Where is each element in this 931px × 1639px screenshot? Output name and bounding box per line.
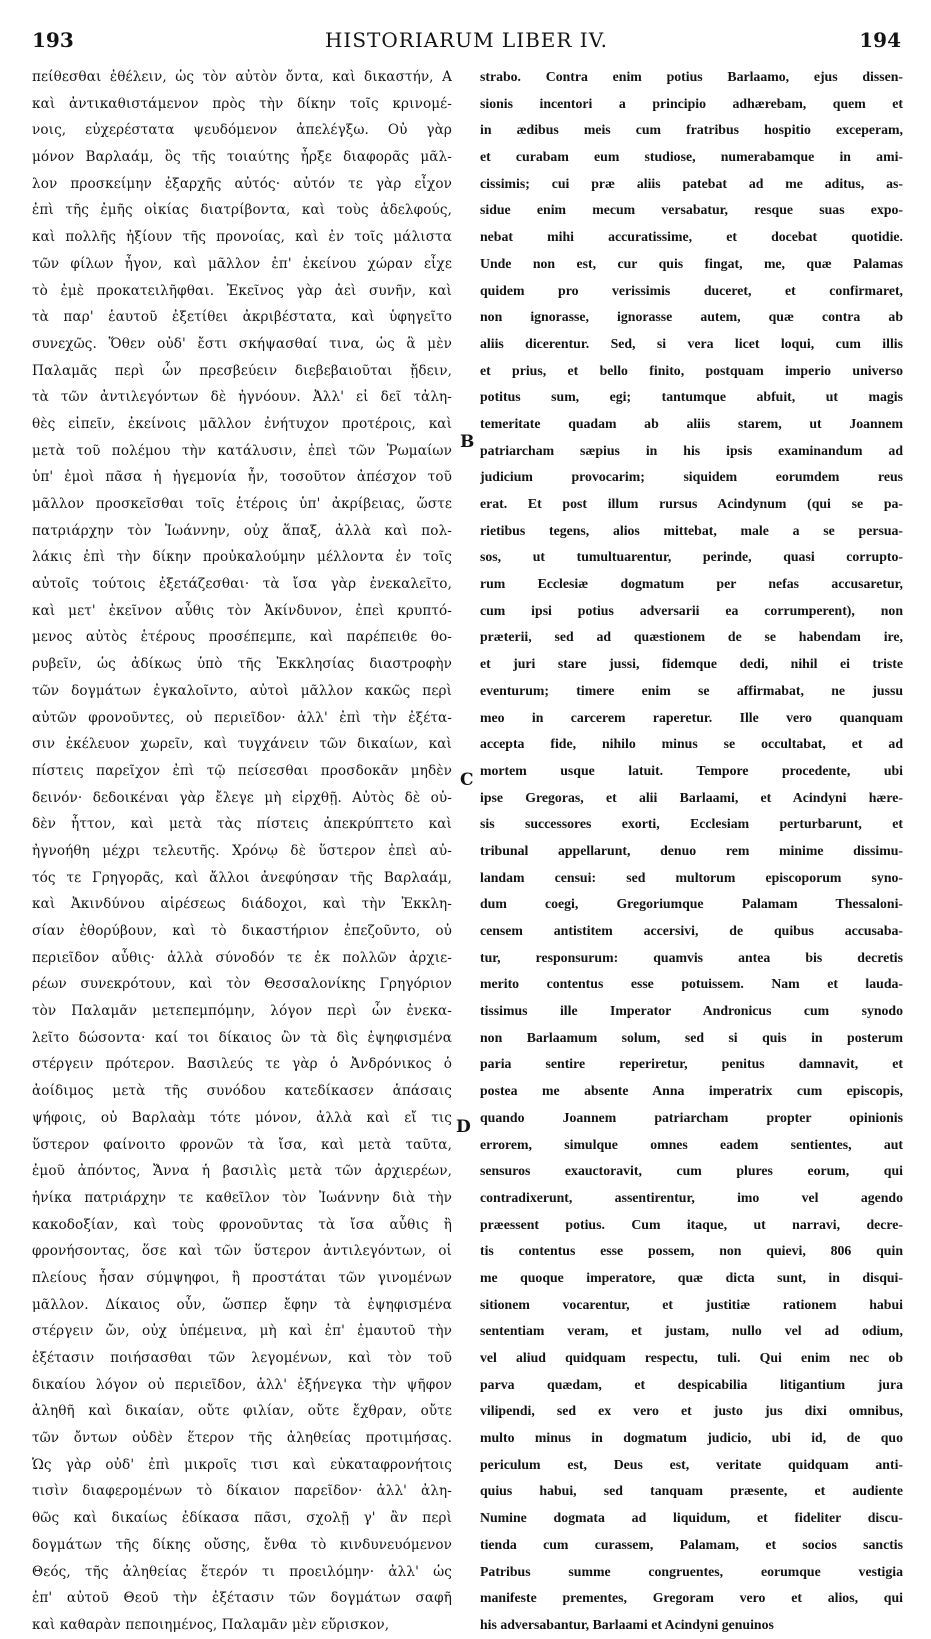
latin-text-line: landam censui: sed multorum episcoporum syno-: [480, 869, 903, 885]
greek-text-line: τισὶν διαφερομένων τὸ δίκαιον παρεῖδον· ἀλλ' ἀλη-: [32, 1483, 452, 1500]
greek-text-line: τῶν δογμάτων ἐγκαλοῖντο, αὐτοὶ μᾶλλον κακῶς περὶ: [32, 682, 452, 699]
greek-text-line: καὶ μετ' ἐκεῖνον αὖθις τὸν Ἀκίνδυνον, ἐπεὶ κρυπτό-: [32, 602, 452, 619]
greek-text-line: αὐτῶν φρονοῦντες, οὐ περιεῖδον· ἀλλ' ἐπὶ τὴν ἐξέτα-: [32, 709, 452, 726]
greek-text-line: καὶ πολλῆς ἠξίουν τῆς προνοίας, καὶ ἐν τοῖς μάλιστα: [32, 229, 452, 246]
greek-text-line: τῶν ὄντων οὐδὲν ἕτερον τῆς ἀληθείας προτιμήσας.: [32, 1430, 452, 1447]
greek-text-line: τῶν φίλων ἦγον, καὶ μᾶλλον ἐπ' ἐκείνου χώραν εἶχε: [32, 255, 452, 272]
greek-text-line: καὶ ἀντικαθιστάμενον πρὸς τὴν δίκην τοῖς κρινομέ-: [32, 95, 452, 112]
greek-text-line: στέργειν ὤν, οὐχ ὑπέμεινα, μὴ καὶ ἐπ' ἐμαυτοῦ τὴν: [32, 1323, 452, 1340]
latin-text-line: quando Joannem patriarcham propter opinionis: [480, 1109, 903, 1125]
latin-text-line: rietibus tegens, alios mittebat, male a se persua-: [480, 522, 903, 538]
latin-text-line: tissimus ille Imperator Andronicus cum synodo: [480, 1003, 903, 1019]
latin-text-line: cissimis; cui præ aliis patebat ad me aditus, as-: [480, 175, 903, 191]
latin-text-line: et curabam eum studiose, numerabamque in ami-: [480, 149, 903, 165]
greek-text-line: συνεχῶς. Ὅθεν οὐδ' ἔστι σκήψασθαί τινα, ὡς ἃ μὲν: [32, 335, 452, 352]
greek-text-line: νοις, εὐχερέστατα ψευδόμενον ἀπελέγξω. Οὐ γὰρ: [32, 122, 452, 139]
greek-text-line: σιν ἐκέλευον χωρεῖν, καὶ τυγχάνειν τῶν δικαίων, καὶ: [32, 736, 452, 753]
latin-text-line: multo minus in dogmatum judicio, ubi id, de quo: [480, 1430, 903, 1446]
greek-text-line: τός τε Γρηγορᾶς, καὶ ἄλλοι ἀνεφύησαν τῆς Βαρλαάμ,: [32, 869, 452, 886]
latin-text-line: sententiam veram, et justam, nullo vel ad odium,: [480, 1323, 903, 1339]
greek-text-line: ἐξέτασιν ποιήσασθαι τῶν λεγομένων, καὶ τὸν τοῦ: [32, 1350, 452, 1366]
latin-text-line: tis contentus esse possem, non quievi, 806 quin: [480, 1243, 903, 1259]
margin-marker-b: B: [460, 432, 475, 452]
latin-text-line: sos, ut tumultuarentur, perinde, quasi corrupto-: [480, 549, 903, 565]
greek-column: [32, 64, 452, 1639]
greek-text-line: τὰ τῶν ἀντιλεγόντων δὲ ἠγνόουν. Ἀλλ' εἰ δεῖ τἀλη-: [32, 389, 452, 406]
latin-text-line: et juri stare jussi, fidemque dedi, nihil ei triste: [480, 656, 903, 672]
latin-text-line: patriarcham sæpius in his ipsis examinandum ad: [480, 442, 903, 458]
latin-text-line: Unde non est, cur quis fingat, me, quæ Palamas: [480, 255, 903, 271]
latin-text-line: ipse Gregoras, et alii Barlaami, et Acindyni hære-: [480, 789, 903, 805]
greek-text-line: ὕστερον φαίνοιτο φρονῶν τὰ ἴσα, καὶ μετὰ ταῦτα,: [32, 1136, 452, 1153]
greek-text-line: φρονήσοντας, ὅσε καὶ τῶν ὕστερον ἀντιλεγόντων, οἱ: [32, 1243, 452, 1260]
latin-text-line: quidem pro verissimis duceret, et confirmaret,: [480, 282, 903, 298]
greek-text-line: τὸ ἐμὲ προκατειλῆφθαι. Ἐκεῖνος γὰρ ἀεὶ συνῆν, καὶ: [32, 282, 452, 299]
latin-text-line: et prius, et bello finito, postquam imperio universo: [480, 362, 903, 378]
latin-text-line: accepta fide, nihilo minus se occultabat, et ad: [480, 736, 903, 752]
latin-text-line: his adversabantur, Barlaami et Acindyni genuinos: [480, 1616, 774, 1632]
latin-text-line: præessent potius. Cum itaque, ut narravi, decre-: [480, 1216, 903, 1232]
latin-text-line: meo in carcerem raperetur. Ille vero quanquam: [480, 709, 903, 725]
latin-text-line: sensuros exauctoravit, cum plures eorum, qui: [480, 1163, 903, 1179]
greek-text-line: μᾶλλον. Δίκαιος οὖν, ὥσπερ ἔφην τὰ ἐψηφισμένα: [32, 1296, 452, 1313]
latin-text-line: tur, responsurum: quamvis antea bis decretis: [480, 949, 903, 965]
greek-text-line: ἐπ' αὐτοῦ Θεοῦ τὴν ἐξέτασιν τῶν δογμάτων σαφῆ: [32, 1590, 452, 1607]
latin-text-line: sis successores exorti, Ecclesiam perturbarunt, et: [480, 816, 903, 832]
latin-text-line: Patribus summe congruentes, eorumque vestigia: [480, 1563, 903, 1579]
greek-text-line: τὸν Παλαμᾶν μετεπεμπόμην, λόγον περὶ ὧν ἐνεκα-: [32, 1003, 452, 1020]
latin-text-line: sionis incentori a principio adhærebam, quem et: [480, 95, 903, 111]
greek-text-line: στέργειν πρότερον. Βασιλεύς τε γὰρ ὁ Ἀνδρόνικος ὁ: [32, 1056, 452, 1073]
greek-text-line: Θεός, τῆς ἀληθείας ἕτερόν τι προειλόμην· ἀλλ' ὡς: [32, 1563, 452, 1580]
latin-text-line: sidue enim mecum versabatur, resque suas expo-: [480, 202, 903, 218]
greek-text-line: καὶ Ἀκινδύνου αἱρέσεως διάδοχοι, καὶ τὴν Ἐκκλη-: [32, 896, 452, 913]
latin-text-line: temeritate quadam ab aliis starem, ut Joannem: [480, 415, 903, 431]
latin-text-line: præterii, sed ad quæstionem de se habendam ire,: [480, 629, 903, 645]
greek-text-line: θὲς εἰπεῖν, ἐκείνοις μᾶλλον ἐνήτυχον προτέροις, καὶ: [32, 415, 452, 432]
greek-text-line: πατριάρχην τὸν Ἰωάννην, οὐχ ἅπαξ, ἀλλὰ καὶ πολ-: [32, 522, 452, 539]
latin-text-line: strabo. Contra enim potius Barlaamo, ejus dissen-: [480, 69, 903, 84]
greek-text-line: δὲν ἧττον, καὶ μετὰ τὰς πίστεις ἀπεκρύπτετο καὶ: [32, 816, 452, 833]
greek-text-line: ὑπ' ἐμοὶ πᾶσα ἡ ἡγεμονία ἦν, τοσοῦτον ἀπέσχον τοῦ: [32, 469, 452, 486]
latin-text-line: aliis dicerentur. Sed, si vera licet loqui, cum illis: [480, 335, 903, 351]
latin-text-line: cum ipsi potius adversarii ea corrumperent), non: [480, 602, 903, 618]
greek-text-line: μετὰ τοῦ πολέμου τὴν κατάλυσιν, ἐπεὶ τῶν Ῥωμαίων: [32, 442, 452, 459]
latin-text-line: me quoque imperatore, quæ dicta sunt, in disqui-: [480, 1269, 903, 1285]
greek-text-line: ρυβεῖν, ὡς ἀδίκως ὑπὸ τῆς Ἐκκλησίας διαστροφὴν: [32, 656, 452, 673]
latin-text-line: periculum est, Deus est, veritate quidquam anti-: [480, 1456, 903, 1472]
latin-text-line: postea me absente Anna imperatrix cum episcopis,: [480, 1083, 903, 1099]
margin-marker-d: D: [456, 1117, 471, 1137]
greek-text-line: Ὡς γὰρ οὐδ' ἐπὶ μικροῖς τισι καὶ εὐκαταφρονήτοις: [32, 1456, 452, 1473]
latin-text-line: paria sentire reperiretur, penitus damnavit, et: [480, 1056, 903, 1072]
greek-text-line: δεινόν· δεδοικέναι γὰρ ἔλεγε μὴ εἱρχθῇ. Αὐτὸς δὲ οὐ-: [32, 789, 452, 806]
page-number-left: 193: [32, 28, 74, 52]
greek-text-line: ἠγνοήθη μέχρι τελευτῆς. Χρόνῳ δὲ ὕστερον ἐπεὶ αὐ-: [32, 842, 452, 859]
latin-text-line: non ignorasse, ignorasse autem, quæ contra ab: [480, 309, 903, 325]
latin-text-line: nebat mihi accuratissime, et docebat quotidie.: [480, 229, 903, 245]
greek-text-line: Παλαμᾶς περὶ ὧν πρεσβεύειν διεβεβαιοῦται ᾔδειν,: [32, 362, 452, 379]
greek-text-line: τὰ παρ' ἑαυτοῦ ἐξετίθει ἀκριβέστατα, καὶ ὑφηγεῖτο: [32, 309, 452, 326]
latin-text-line: rum Ecclesiæ dogmatum per nefas accusaretur,: [480, 576, 903, 592]
latin-text-line: merito contentus esse potuissem. Nam et lauda-: [480, 976, 903, 992]
greek-text-line: κακοδοξίαν, καὶ τοὺς φρονοῦντας τὰ ἴσα αὖθις ἢ: [32, 1216, 452, 1233]
greek-text-line: ἐμοῦ ἀπόντος, Ἄννα ἡ βασιλὶς μετὰ τῶν ἀρχιερέων,: [32, 1163, 452, 1180]
greek-text-line: ρέων συνεκρότουν, καὶ τὸν Θεσσαλονίκης Γρηγόριον: [32, 976, 452, 993]
greek-text-line: δικαίου λόγον οὐ περιεῖδον, ἀλλ' ἐξήνεγκα τὴν ψῆφον: [32, 1376, 452, 1393]
latin-text-line: potitus sum, egi; tantumque abfuit, ut magis: [480, 389, 903, 405]
greek-text-line: μόνον Βαρλαάμ, ὃς τῆς τοιαύτης ἦρξε διαφορᾶς μᾶλ-: [32, 149, 452, 166]
greek-text-line: πίστεις παρεῖχον ἐπὶ τῷ πείσεσθαι προσδοκᾶν μηδὲν: [32, 762, 452, 779]
latin-text-line: vel aliud quidquam respectu, tuli. Qui enim nec ob: [480, 1350, 903, 1365]
latin-text-line: vilipendi, sed ex vero et justo jus dixi omnibus,: [480, 1403, 903, 1419]
latin-text-line: manifeste prementes, Gregoram vero et alios, qui: [480, 1590, 903, 1606]
latin-text-line: eventurum; timere enim se affirmabat, ne jussu: [480, 682, 903, 698]
greek-text-line: δογμάτων τῆς δίκης οὔσης, ἔνθα τὸ κινδυνευόμενον: [32, 1536, 452, 1553]
latin-text-line: non Barlaamum solum, sed si quis in posterum: [480, 1029, 903, 1045]
latin-text-line: judicium provocarim; siquidem eorumdem reus: [480, 469, 903, 485]
greek-text-line: λον προσκείμην ἐξαρχῆς αὐτός· αὐτόν τε γὰρ εἶχον: [32, 175, 452, 192]
greek-text-line: ἀληθῆ καὶ δικαίαν, οὔτε φιλίαν, οὔτε ἔχθραν, οὔτε: [32, 1403, 452, 1420]
latin-text-line: tienda cum curassem, Palamam, et socios sanctis: [480, 1536, 903, 1552]
margin-marker-c: C: [460, 770, 474, 790]
latin-text-line: tribunal appellarunt, denuo rem minime dissimu-: [480, 842, 903, 858]
greek-text-line: καὶ καθαρὰν πεποιημένος, Παλαμᾶν μὲν εὕρισκον,: [32, 1616, 390, 1633]
greek-text-line: ἡνίκα πατριάρχην τε καθεῖλον τὸν Ἰωάννην διὰ τὴν: [32, 1189, 452, 1206]
greek-text-line: σίαν ἐθορύβουν, καὶ τὸ δικαστήριον ἐπεζοῦντο, οὐ: [32, 923, 452, 939]
latin-text-line: erat. Et post illum rursus Acindynum (qui se pa-: [480, 496, 903, 511]
greek-text-line: ἐπὶ τῆς ἐμῆς οἰκίας διατρίβοντα, καὶ τοὺς ἀδελφούς,: [32, 202, 452, 219]
greek-text-line: αὐτοῖς τούτοις ἐξετάζεσθαι· τὰ ἴσα γὰρ ἐνεκαλεῖτο,: [32, 576, 452, 593]
greek-text-line: μενος αὐτὸς ἑτέρους προσέπεμπε, καὶ παρέπειθε θο-: [32, 629, 452, 646]
latin-text-line: errorem, simulque omnes eadem sentientes, aut: [480, 1136, 903, 1152]
greek-text-line: περιεῖδον αὖθις· ἀλλὰ σύνοδόν τε ἐκ πολλῶν ἀρχιε-: [32, 949, 452, 966]
latin-text-line: Numine dogmata ad liquidum, et fideliter discu-: [480, 1510, 903, 1526]
greek-text-line: μᾶλλον προσκεῖσθαι τοῖς ἑτέροις ὑπ' ἀκρίβειας, ὥστε: [32, 496, 452, 512]
latin-text-line: mortem usque latuit. Tempore procedente, ubi: [480, 762, 903, 778]
greek-text-line: πλείους ἦσαν σύμψηφοι, ἢ προστάται τῶν γινομένων: [32, 1269, 452, 1286]
greek-text-line: λάκις ἐπὶ τὴν δίκην προὐκαλούμην μέλλοντα ἐν τοῖς: [32, 549, 452, 566]
latin-text-line: parva quædam, et despicabilia litigantium jura: [480, 1376, 903, 1392]
greek-text-line: λεῖτο δώσοντα· καί τοι δίκαιος ὢν τὰ δὶς ἐψηφισμένα: [32, 1029, 452, 1046]
greek-text-line: ἀοίδιμος μετὰ τῆς συνόδου κατεδίκασεν ἁπάσαις: [32, 1083, 452, 1100]
greek-text-line: ψήφοις, οὐ Βαρλαὰμ τότε μόνον, ἀλλὰ καὶ εἴ τις: [32, 1109, 452, 1126]
latin-text-line: dum coegi, Gregoriumque Palamam Thessaloni-: [480, 896, 903, 912]
page-header: [32, 28, 901, 58]
latin-column: [480, 64, 903, 1639]
latin-text-line: censem antistitem accersivi, de quibus accusaba-: [480, 923, 903, 938]
latin-text-line: quius habui, sed tanquam præsente, et audiente: [480, 1483, 903, 1499]
greek-text-line: πείθεσθαι ἐθέλειν, ὡς τὸν αὐτὸν ὄντα, καὶ δικαστήν, Α: [32, 69, 452, 85]
page-number-right: 194: [859, 28, 901, 52]
latin-text-line: sitionem vocarentur, et justitiæ rationem habui: [480, 1296, 903, 1312]
greek-text-line: θῶς καὶ δικαίως ἐδίκασα πᾶσι, σχολῇ γ' ἂν περὶ: [32, 1510, 452, 1527]
running-head: HISTORIARUM LIBER IV.: [324, 28, 609, 52]
latin-text-line: in ædibus meis cum fratribus hospitio exceperam,: [480, 122, 903, 138]
latin-text-line: contradixerunt, assentirentur, imo vel agendo: [480, 1189, 903, 1205]
